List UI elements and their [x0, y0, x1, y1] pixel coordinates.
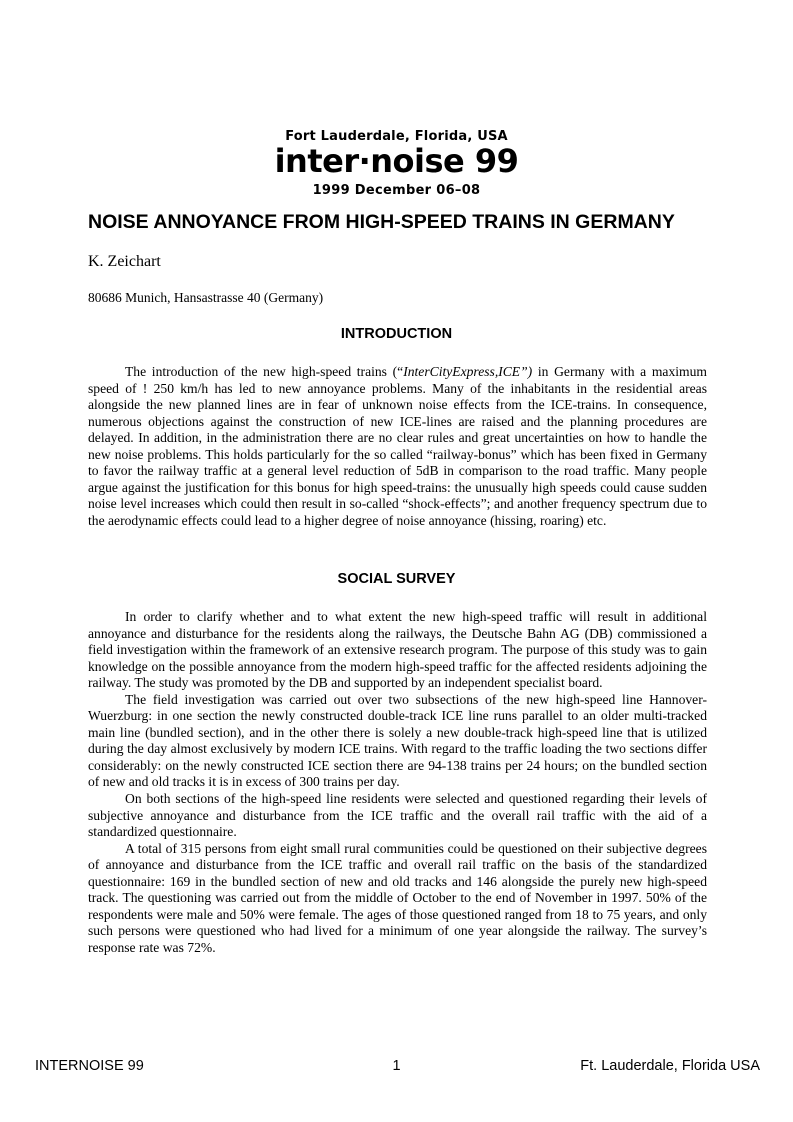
author-address: 80686 Munich, Hansastrasse 40 (Germany) — [88, 290, 324, 305]
intro-text-start: The introduction of the new high-speed trains (“ — [125, 364, 404, 379]
section-heading-introduction: INTRODUCTION — [340, 326, 453, 342]
survey-paragraph-3: On both sections of the high-speed line residents were selected and questioned regarding their levels of subjective annoyance and disturbance from the ICE traffic and the overall rail traffic with the aid of a standardized questionnaire. — [88, 791, 707, 840]
survey-paragraph-2: The field investigation was carried out over two subsections of the new high-speed line Hannover-Wuerzburg: in one section the newly constructed double-track ICE line runs parallel to an older multi-tracked main line (bundled section), and in the other there is solely a new double-track high-speed line that is utilized during the day almost exclusively by modern ICE trains. With regard to the traffic loading the two sections differ considerably: on the newly constructed ICE section there are 94-138 trains per 24 hours; on the bundled section of new and old tracks it is in excess of 300 trains per day. — [88, 691, 707, 790]
footer-left: INTERNOISE 99 — [35, 1058, 144, 1074]
introduction-paragraph — [88, 364, 707, 529]
paper-title: NOISE ANNOYANCE FROM HIGH-SPEED TRAINS IN GERMANY — [88, 211, 675, 233]
intro-text-end: in Germany with a maximum speed of ! 250 km/h has led to new annoyance problems. Many of the inhabitants in the residential areas alongside the new planned lines are in fear of unknown noise effects from the ICE-trains. In consequence, numerous objections against the construction of new ICE-lines are raised and the planning procedures are delayed. In addition, in the administration there are no clear rules and great uncertainties on how to handle the new noise problems. This holds particularly for the so called “railway-bonus” which has been fixed in Germany to favor the railway traffic at a general level reduction of 5dB in comparison to the road traffic. Many people argue against the justification for this bonus for high speed-trains: the unusually high speeds could cause sudden noise level increases which could then result in so-called “shock-effects”; and another frequency spectrum due to the aerodynamic effects could lead to a higher degree of noise annoyance (hissing, roaring) etc. — [88, 364, 707, 528]
footer-right: Ft. Lauderdale, Florida USA — [580, 1058, 760, 1074]
conference-logo: inter·noise 99 — [274, 142, 519, 180]
social-survey-body — [88, 609, 707, 956]
section-heading-social-survey: SOCIAL SURVEY — [337, 571, 456, 587]
survey-paragraph-4: A total of 315 persons from eight small rural communities could be questioned on their subjective degrees of annoyance and disturbance from the ICE traffic and overall rail traffic on the basis of the standardized questionnaire: 169 in the bundled section of new and old tracks and 146 alongside the purely new high-speed track. The questioning was carried out from the middle of October to the end of November in 1997. 50% of the respondents were male and 50% were female. The ages of those questioned ranged from 18 to 75 years, and only such persons were questioned who had lived for a minimum of one year alongside the railway. The survey’s response rate was 72%. — [88, 840, 707, 955]
footer-page-number: 1 — [392, 1058, 401, 1074]
conference-location: Fort Lauderdale, Florida, USA — [285, 129, 508, 144]
conference-dates: 1999 December 06–08 — [312, 183, 481, 198]
introduction-body — [88, 364, 707, 529]
intro-text-italic: InterCityExpress,ICE”) — [403, 364, 533, 379]
paper-author: K. Zeichart — [88, 253, 161, 270]
survey-paragraph-1: In order to clarify whether and to what extent the new high-speed traffic will result in additional annoyance and disturbance for the residents along the railways, the Deutsche Bahn AG (DB) commissioned a field investigation within the framework of an extensive research program. The purpose of this study was to gain knowledge on the possible annoyance from the modern high-speed traffic for the affected residents adjoining the railway. The study was promoted by the DB and supported by an independent specialist board. — [88, 609, 707, 691]
